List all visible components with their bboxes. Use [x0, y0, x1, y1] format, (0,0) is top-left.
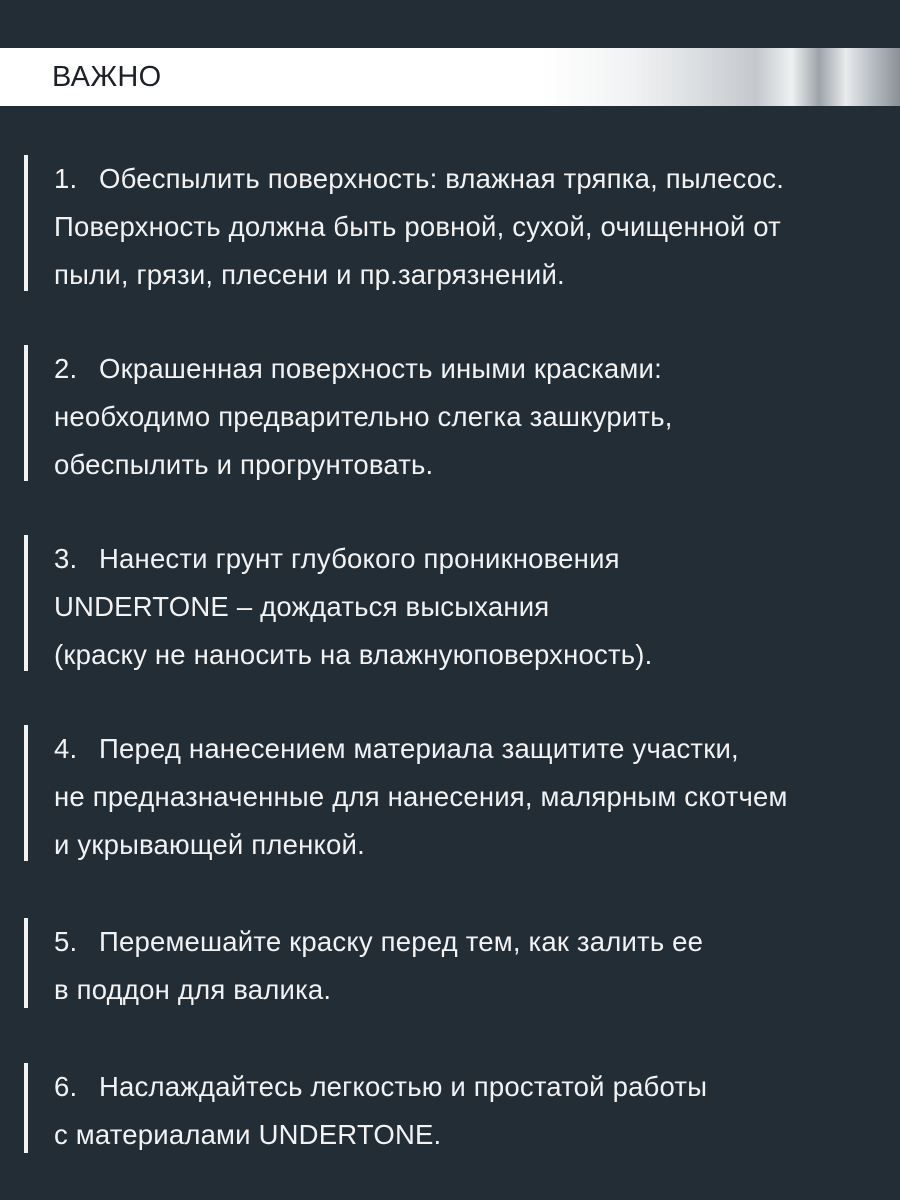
list-item — [24, 1063, 884, 1153]
item-number: 2. — [54, 353, 78, 384]
list-item — [24, 725, 884, 861]
item-line: Обеспылить поверхность: влажная тряпка, пылесос. — [99, 163, 785, 194]
list-item — [24, 155, 884, 291]
item-line: пыли, грязи, плесени и пр.загрязнений. — [54, 259, 565, 290]
page-title: ВАЖНО — [52, 61, 162, 93]
item-text — [54, 535, 894, 679]
list-item — [24, 345, 884, 481]
item-number: 3. — [54, 543, 78, 574]
item-line: (краску не наносить на влажнуюповерхность). — [54, 639, 653, 670]
item-number: 4. — [54, 733, 78, 764]
item-line: Наслаждайтесь легкостью и простатой работы — [99, 1071, 708, 1102]
item-line: UNDERTONE – дождаться высыхания — [54, 591, 550, 622]
item-line: необходимо предварительно слегка зашкурить, — [54, 401, 673, 432]
list-item — [24, 918, 884, 1008]
item-number: 1. — [54, 163, 78, 194]
item-text — [54, 345, 894, 489]
item-text — [54, 725, 894, 869]
item-line: не предназначенные для нанесения, малярным скотчем — [54, 781, 788, 812]
list-item — [24, 535, 884, 671]
accent-bar — [24, 155, 28, 291]
item-number: 6. — [54, 1071, 78, 1102]
item-line: в поддон для валика. — [54, 974, 332, 1005]
item-line: Окрашенная поверхность иными красками: — [99, 353, 662, 384]
item-text — [54, 155, 894, 299]
accent-bar — [24, 1063, 28, 1153]
item-line: Перед нанесением материала защитите участки, — [99, 733, 739, 764]
item-line: и укрывающей пленкой. — [54, 829, 365, 860]
accent-bar — [24, 345, 28, 481]
item-number: 5. — [54, 926, 78, 957]
item-line: Поверхность должна быть ровной, сухой, очищенной от — [54, 211, 781, 242]
accent-bar — [24, 918, 28, 1008]
accent-bar — [24, 725, 28, 861]
accent-bar — [24, 535, 28, 671]
item-line: с материалами UNDERTONE. — [54, 1119, 442, 1150]
header-banner — [0, 48, 900, 106]
item-line: Перемешайте краску перед тем, как залить ее — [99, 926, 704, 957]
item-line: Нанести грунт глубокого проникновения — [99, 543, 620, 574]
item-text — [54, 1063, 894, 1159]
item-text — [54, 918, 894, 1014]
item-line: обеспылить и прогрунтовать. — [54, 449, 434, 480]
